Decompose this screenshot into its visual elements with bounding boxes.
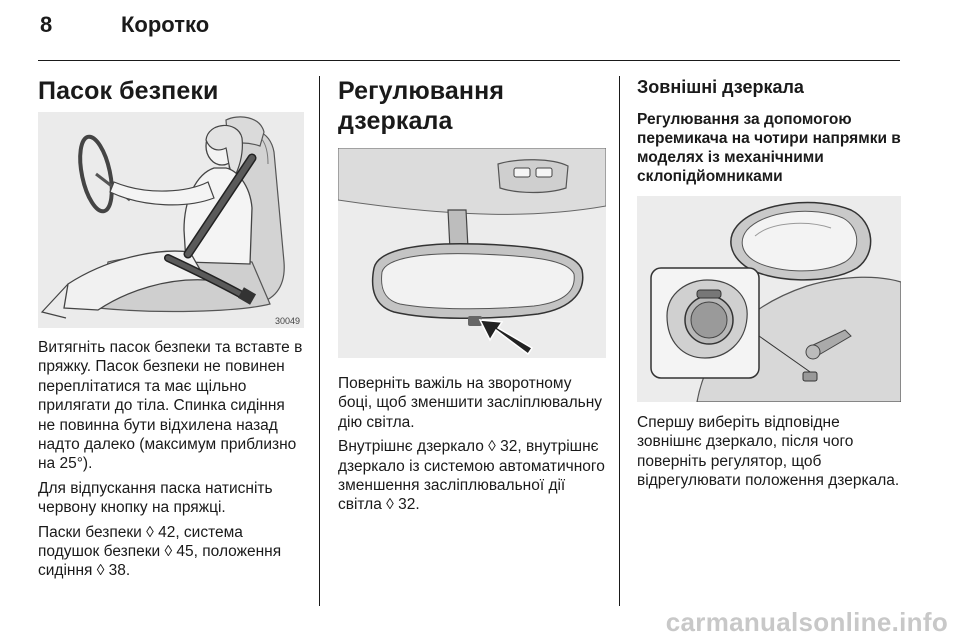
exterior-mirrors-title: Зовнішні дзеркала <box>637 77 804 97</box>
exterior-mirror-figure <box>637 196 901 402</box>
seatbelt-figure-code: 30049 <box>274 316 300 326</box>
page-number: 8 <box>40 12 53 37</box>
seatbelt-text <box>38 338 306 581</box>
mirror-paragraph-2: Внутрішнє дзеркало ◊ 32, внутрішнє дзеркало із системою автоматичного зменшення засліплювальної дії світла ◊ 32. <box>338 438 605 514</box>
mirror-title: Регулювання дзеркала <box>338 77 505 135</box>
exterior-mirror-text <box>637 413 903 491</box>
mirror-text <box>338 374 608 515</box>
watermark: carmanualsonline.info <box>665 607 948 637</box>
column-exterior-mirrors <box>637 76 903 186</box>
seatbelt-title: Пасок безпеки <box>38 77 219 105</box>
column-seatbelt <box>38 76 304 106</box>
column-divider-1 <box>319 76 320 606</box>
seatbelt-paragraph-2: Для відпускання паска натисніть червону кнопку на пряжці. <box>38 479 273 517</box>
mirror-switch-illustration-icon <box>637 196 901 402</box>
section-title: Коротко <box>121 12 210 37</box>
seatbelt-paragraph-3: Паски безпеки ◊ 42, система подушок безпеки ◊ 45, положення сидіння ◊ 38. <box>38 523 282 580</box>
column-divider-2 <box>619 76 620 606</box>
seatbelt-illustration-icon <box>38 112 304 328</box>
interior-mirror-figure <box>338 148 606 358</box>
seatbelt-figure <box>38 112 304 328</box>
rearview-mirror-illustration-icon <box>338 148 606 358</box>
mirror-paragraph-1: Поверніть важіль на зворотному боці, щоб зменшити засліплювальну дію світла. <box>338 375 603 431</box>
exterior-mirrors-subtitle: Регулювання за допомогою перемикача на чотири напрямки в моделях із механічними склопідйомниками <box>637 111 901 185</box>
exterior-mirror-paragraph-1: Спершу виберіть відповідне зовнішнє дзеркало, після чого поверніть регулятор, щоб відрегулювати положення дзеркала. <box>637 414 900 490</box>
seatbelt-paragraph-1: Витягніть пасок безпеки та вставте в пряжку. Пасок безпеки не повинен переплітатися та має щільно прилягати до тіла. Спинка сидіння не повинна бути відхилена назад надто далеко (максимум приблизно на 25°). <box>38 339 303 473</box>
header-rule <box>38 60 900 61</box>
